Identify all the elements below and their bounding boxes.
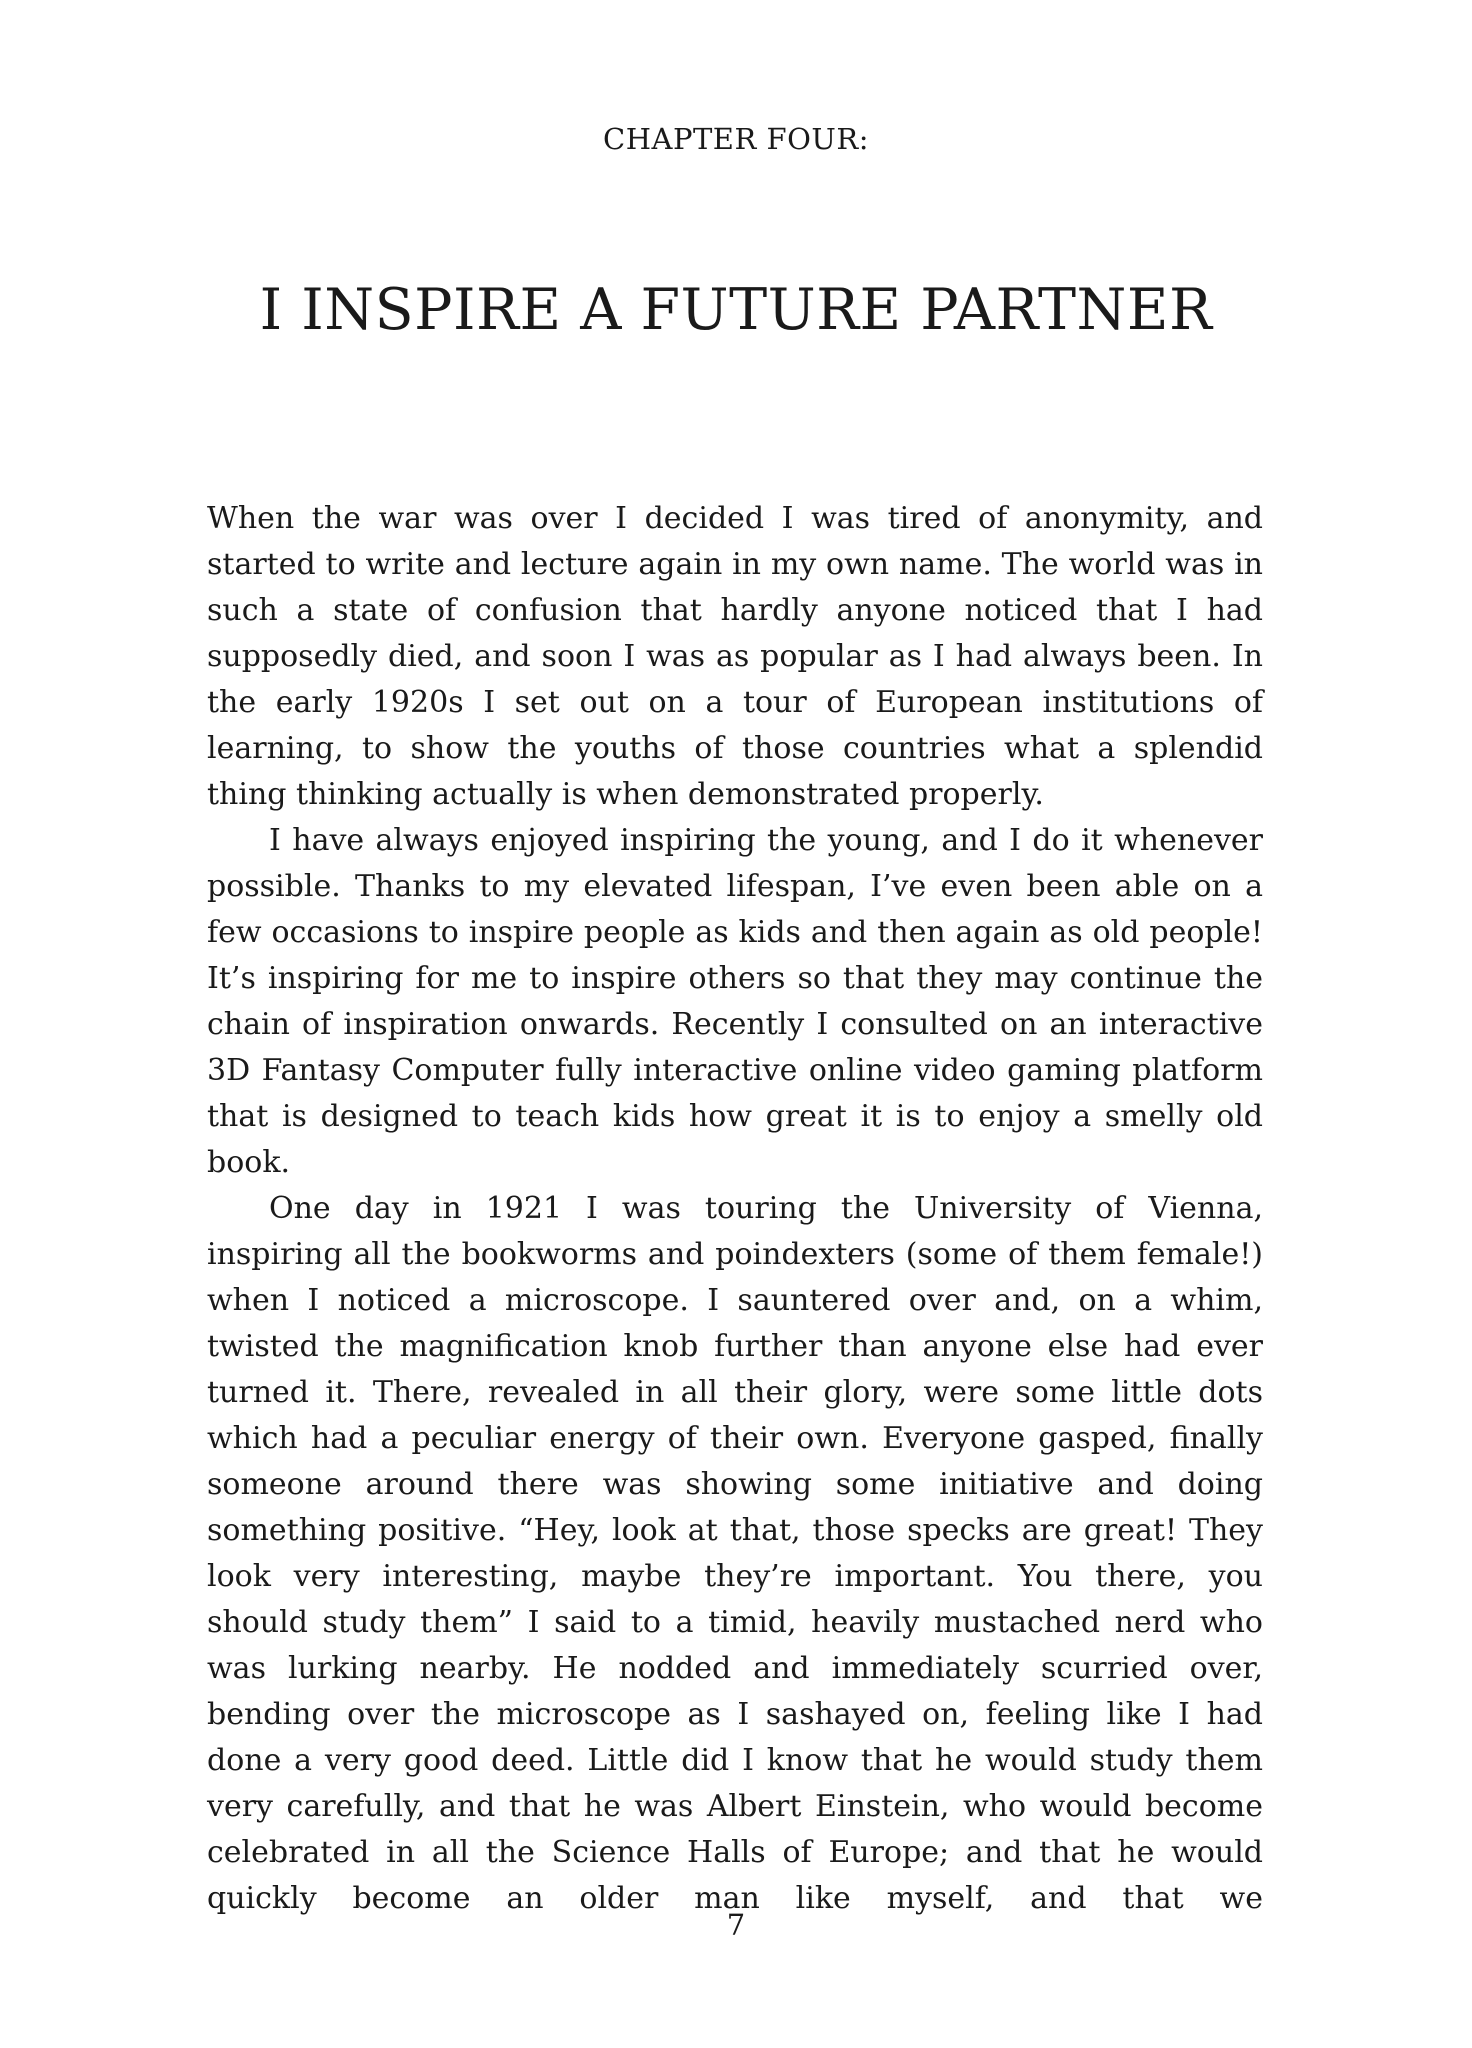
paragraph-3: One day in 1921 I was touring the University of Vienna, inspiring all the bookworms and poindexters (some of them female!) when I noticed a microscope. I sauntered over and, on a whim, twisted the magnification knob further than anyone else had ever turned it. There, revealed in all their glory, were some little dots which had a peculiar energy of their own. Everyone gasped, finally someone around there was showing some initiative and doing something positive. “Hey, look at that, those specks are great! They look very interesting, maybe they’re important. You there, you should study them” I said to a timid, heavily mustached nerd who was lurking nearby. He nodded and immediately scurried over, bending over the microscope as I sashayed on, feeling like I had done a very good deed. Little did I know that he would study them very carefully, and that he was Albert Einstein, who would become celebrated in all the Science Halls of Europe; and that he would quickly become an older man like myself, and that we xyxy=(207,1191,1263,1916)
chapter-label: CHAPTER FOUR: xyxy=(603,122,869,156)
paragraph-1: When the war was over I decided I was tired of anonymity, and started to write and lecture again in my own name. The world was in such a state of confusion that hardly anyone noticed that I had supposedly died, and soon I was as popular as I had always been. In the early 1920s I set out on a tour of European institutions of learning, to show the youths of those countries what a splendid thing thinking actually is when demonstrated properly. xyxy=(207,501,1263,812)
chapter-title: I INSPIRE A FUTURE PARTNER xyxy=(259,277,1213,343)
paragraph-2: I have always enjoyed inspiring the young, and I do it whenever possible. Thanks to my elevated lifespan, I’ve even been able on a few occasions to inspire people as kids and then again as old people! It’s inspiring for me to inspire others so that they may continue the chain of inspiration onwards. Recently I consulted on an interactive 3D Fantasy Computer fully interactive online video gaming platform that is designed to teach kids how great it is to enjoy a smelly old book. xyxy=(207,823,1263,1180)
page-number: 7 xyxy=(726,1908,746,1942)
chapter-body xyxy=(207,496,1263,1922)
